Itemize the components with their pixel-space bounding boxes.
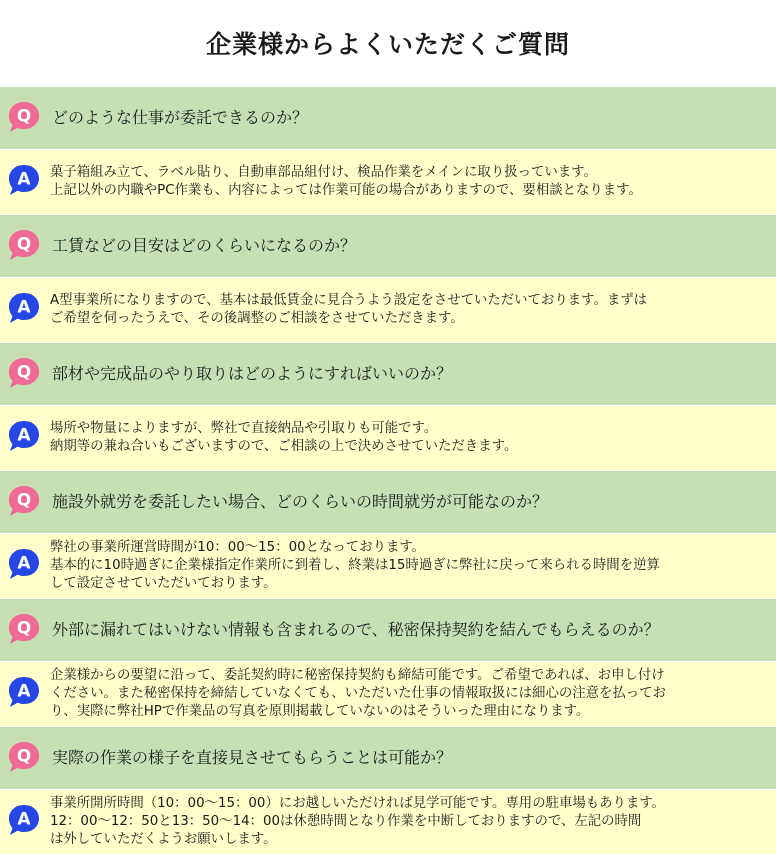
answer-text — [50, 795, 772, 849]
svg-text:Q: Q — [16, 234, 32, 255]
answer-line: 企業様からの要望に沿って、委託契約時に秘密保持契約も締結可能です。ご希望であれば、お申し付け — [50, 668, 665, 683]
answer-line: 基本的に10時過ぎに企業様指定作業所に到着し、終業は15時過ぎに弊社に戻って来られる時間を逆算 — [50, 558, 660, 573]
question-row — [0, 214, 776, 278]
question-row — [0, 86, 776, 150]
svg-text:Q: Q — [16, 490, 32, 511]
a-bubble-icon — [6, 418, 42, 454]
q-bubble-icon — [6, 611, 42, 647]
question-text: 施設外就労を委託したい場合、どのくらいの時間就労が可能なのか？ — [52, 492, 549, 511]
q-bubble-icon — [6, 483, 42, 519]
question-text: 部材や完成品のやり取りはどのようにすればいいのか？ — [52, 364, 453, 383]
answer-text — [50, 539, 772, 593]
answer-line: 菓子箱組み立て、ラベル貼り、自動車部品組付け、検品作業をメインに取り扱っています。 — [50, 165, 597, 180]
answer-line: 事業所開所時間（10：00～15：00）にお越しいただければ見学可能です。専用の駐車場もあります。 — [50, 796, 666, 811]
svg-text:Q: Q — [16, 618, 32, 639]
answer-row — [0, 790, 776, 854]
answer-line: 12：00～12：50と13：50～14：00は休憩時間となり作業を中断しておりますので、左記の時間 — [50, 814, 642, 829]
answer-line: 納期等の兼ね合いもございますので、ご相談の上で決めさせていただきます。 — [50, 439, 518, 454]
svg-text:A: A — [17, 809, 31, 830]
answer-line: 弊社の事業所運営時間が10：00～15：00となっております。 — [50, 540, 426, 555]
answer-line: ご希望を伺ったうえで、その後調整のご相談をさせていただきます。 — [50, 311, 464, 326]
svg-text:Q: Q — [16, 746, 32, 767]
svg-text:Q: Q — [16, 106, 32, 127]
answer-line: A型事業所になりますので、基本は最低賃金に見合うよう設定をさせていただいております。まずは — [50, 293, 648, 308]
answer-row — [0, 278, 776, 342]
answer-line: して設定させていただいております。 — [50, 576, 277, 591]
svg-text:A: A — [17, 297, 31, 318]
answer-line: は外していただくようお願いします。 — [50, 832, 277, 847]
question-row — [0, 342, 776, 406]
answer-row — [0, 150, 776, 214]
answer-text — [50, 292, 772, 328]
a-bubble-icon — [6, 162, 42, 198]
q-bubble-icon — [6, 739, 42, 775]
svg-text:A: A — [17, 553, 31, 574]
page-title: 企業様からよくいただくご質問 — [205, 30, 570, 59]
svg-text:A: A — [17, 169, 31, 190]
answer-line: ください。また秘密保持を締結していなくても、いただいた仕事の情報取扱には細心の注意を払ってお — [50, 686, 666, 701]
svg-text:A: A — [17, 681, 31, 702]
answer-row — [0, 534, 776, 598]
faq-list — [0, 86, 776, 854]
answer-row — [0, 662, 776, 726]
question-text: 実際の作業の様子を直接見させてもらうことは可能か？ — [52, 748, 453, 767]
question-row — [0, 470, 776, 534]
q-bubble-icon — [6, 227, 42, 263]
answer-row — [0, 406, 776, 470]
question-row — [0, 726, 776, 790]
a-bubble-icon — [6, 290, 42, 326]
q-bubble-icon — [6, 355, 42, 391]
a-bubble-icon — [6, 674, 42, 710]
answer-line: 場所や物量によりますが、弊社で直接納品や引取りも可能です。 — [50, 421, 438, 436]
answer-text — [50, 164, 772, 200]
question-text: どのような仕事が委託できるのか？ — [52, 108, 309, 127]
a-bubble-icon — [6, 802, 42, 838]
answer-text — [50, 667, 772, 721]
question-row — [0, 598, 776, 662]
question-text: 外部に漏れてはいけない情報も含まれるので、秘密保持契約を結んでもらえるのか？ — [52, 620, 660, 639]
answer-text — [50, 420, 772, 456]
a-bubble-icon — [6, 546, 42, 582]
answer-line: 上記以外の内職やPC作業も、内容によっては作業可能の場合がありますので、要相談となります。 — [50, 183, 642, 198]
svg-text:A: A — [17, 425, 31, 446]
q-bubble-icon — [6, 99, 42, 135]
question-text: 工賃などの目安はどのくらいになるのか？ — [52, 236, 357, 255]
svg-text:Q: Q — [16, 362, 32, 383]
answer-line: り、実際に弊社HPで作業品の写真を原則掲載していないのはそういった理由になります。 — [50, 704, 590, 719]
